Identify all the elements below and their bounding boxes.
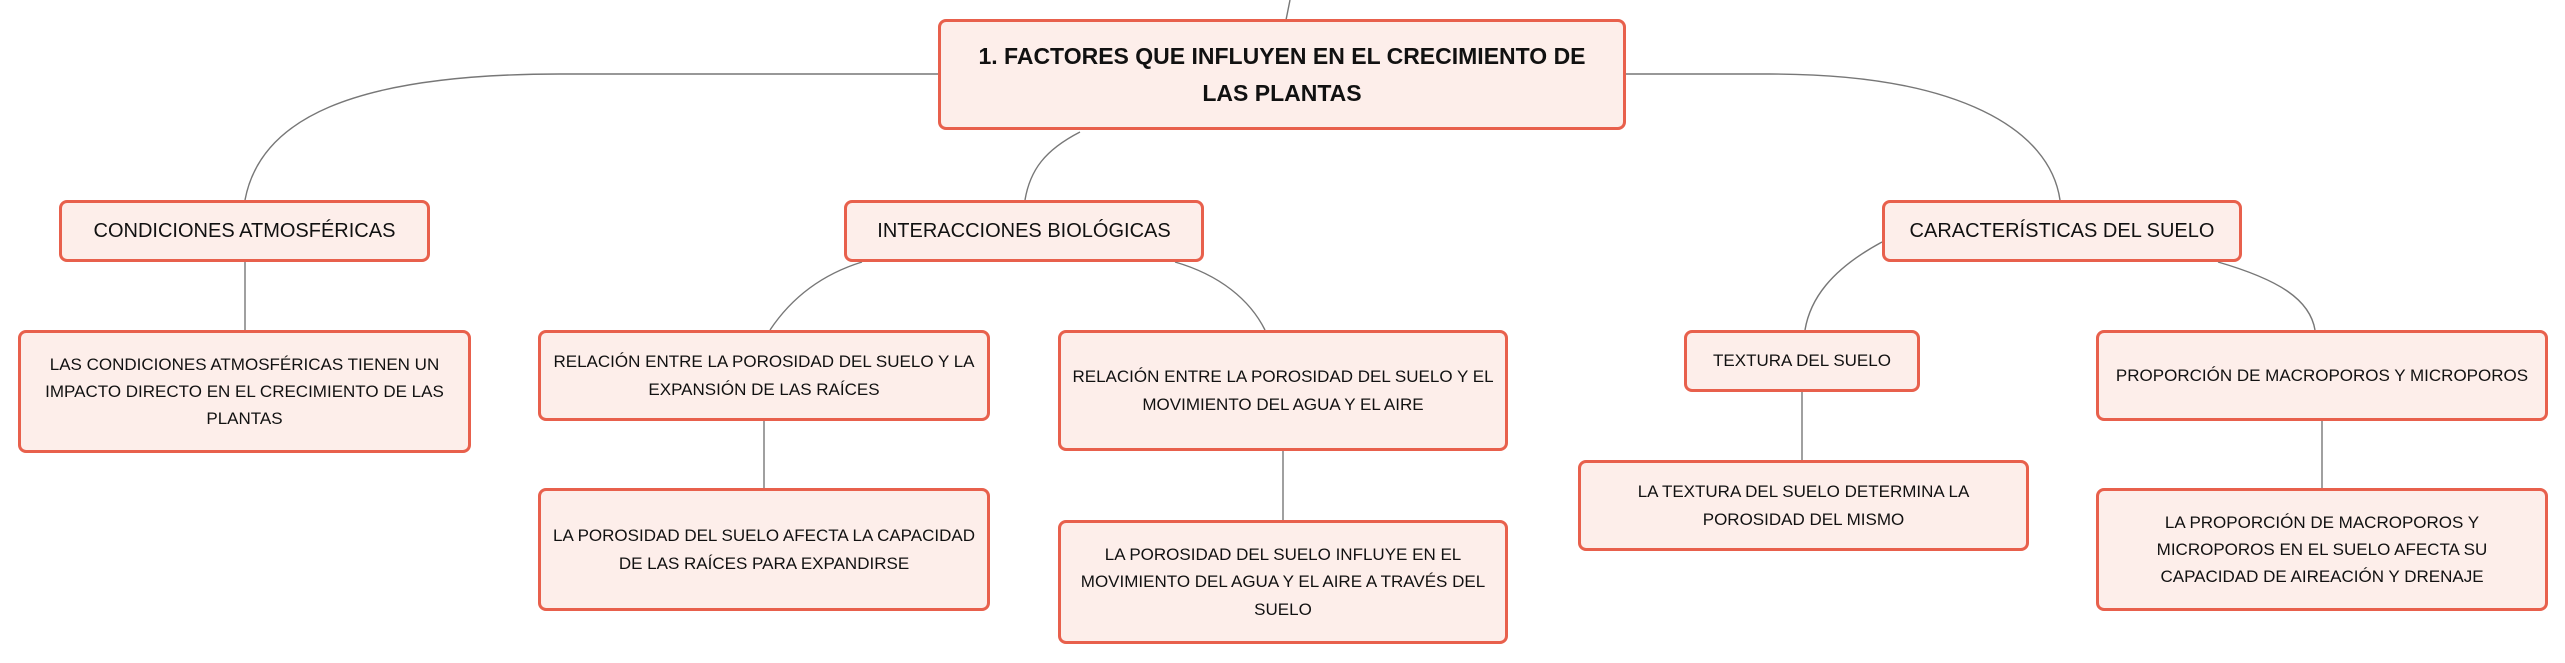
connector-suelo-proporcion xyxy=(2218,262,2315,330)
subtopic-proporcion-aireacion[interactable] xyxy=(2096,488,2548,611)
root-topic-label: 1. FACTORES QUE INFLUYEN EN EL CRECIMIENTO DE LAS PLANTAS xyxy=(978,42,1586,106)
subtopic-porosidad-raices[interactable] xyxy=(538,488,990,611)
subtopic-label: PROPORCIÓN DE MACROPOROS Y MICROPOROS xyxy=(2115,365,2529,385)
subtopic-relacion-raices[interactable] xyxy=(538,330,990,421)
subtopic-label: LA PROPORCIÓN DE MACROPOROS Y MICROPOROS EN EL SUELO AFECTA SU CAPACIDAD DE AIREACIÓN Y DRENAJE xyxy=(2156,512,2488,587)
connector-biologicas-raices xyxy=(770,262,862,330)
subtopic-label: RELACIÓN ENTRE LA POROSIDAD DEL SUELO Y LA EXPANSIÓN DE LAS RAÍCES xyxy=(553,352,975,399)
branch-label: CONDICIONES ATMOSFÉRICAS xyxy=(93,220,396,242)
branch-condiciones-atmosfericas[interactable] xyxy=(59,200,430,262)
branch-interacciones-biologicas[interactable] xyxy=(844,200,1204,262)
branch-label: CARACTERÍSTICAS DEL SUELO xyxy=(1909,220,2215,242)
branch-label: INTERACCIONES BIOLÓGICAS xyxy=(877,220,1171,242)
connector-biologicas-agua xyxy=(1175,262,1265,330)
connector-root-atmosfericas xyxy=(245,74,940,200)
subtopic-label: LA POROSIDAD DEL SUELO INFLUYE EN EL MOVIMIENTO DEL AGUA Y EL AIRE A TRAVÉS DEL SUELO xyxy=(1080,545,1486,619)
connector-suelo-textura xyxy=(1805,242,1882,330)
subtopic-label: RELACIÓN ENTRE LA POROSIDAD DEL SUELO Y EL MOVIMIENTO DEL AGUA Y EL AIRE xyxy=(1072,367,1494,414)
subtopic-label: LAS CONDICIONES ATMOSFÉRICAS TIENEN UN IMPACTO DIRECTO EN EL CRECIMIENTO DE LAS PLANTAS xyxy=(45,354,444,429)
subtopic-porosidad-agua-aire[interactable] xyxy=(1058,520,1508,644)
connector-root-biologicas xyxy=(1025,132,1080,200)
root-topic[interactable] xyxy=(938,19,1626,130)
subtopic-label: TEXTURA DEL SUELO xyxy=(1713,351,1891,371)
branch-caracteristicas-suelo[interactable] xyxy=(1882,200,2242,262)
subtopic-proporcion-poros[interactable] xyxy=(2096,330,2548,421)
subtopic-condiciones-impacto[interactable] xyxy=(18,330,471,453)
subtopic-relacion-agua-aire[interactable] xyxy=(1058,330,1508,451)
subtopic-label: LA POROSIDAD DEL SUELO AFECTA LA CAPACIDAD DE LAS RAÍCES PARA EXPANDIRSE xyxy=(553,526,975,573)
connector-root-suelo xyxy=(1625,74,2060,200)
subtopic-label: LA TEXTURA DEL SUELO DETERMINA LA POROSIDAD DEL MISMO xyxy=(1637,482,1970,529)
connector-root-parent xyxy=(1286,0,1290,20)
subtopic-textura-porosidad[interactable] xyxy=(1578,460,2029,551)
subtopic-textura-suelo[interactable] xyxy=(1684,330,1920,392)
